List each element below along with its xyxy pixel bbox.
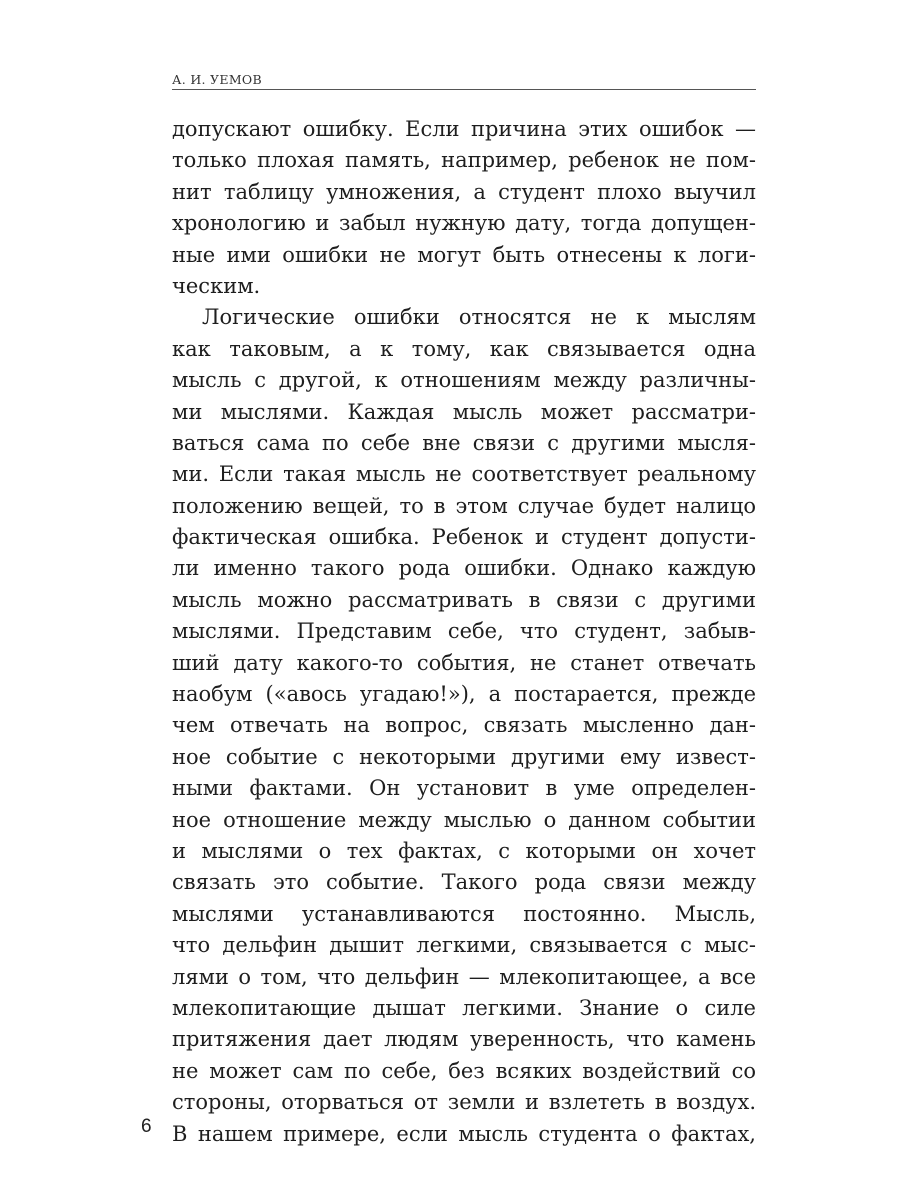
text-line: лями о том, что дельфин — млекопитающее, а все — [172, 964, 756, 989]
text-line: ли именно такого рода ошибки. Однако каждую — [172, 556, 756, 581]
header-author: А. И. УЕМОВ — [172, 72, 262, 87]
text-line: мысль можно рассматривать в связи с другими — [172, 587, 756, 612]
text-line: В нашем примере, если мысль студента о фактах, — [172, 1121, 756, 1146]
page-number: 6 — [141, 1116, 152, 1137]
text-line: стороны, оторваться от земли и взлететь в воздух. — [172, 1090, 756, 1115]
running-header — [172, 72, 756, 92]
text-line: притяжения дает людям уверенность, что камень — [172, 1027, 756, 1052]
text-line: наобум («авось угадаю!»), а постарается, прежде — [172, 682, 756, 707]
text-line: ное событие с некоторыми другими ему извест- — [172, 744, 756, 769]
header-rule — [172, 89, 756, 90]
text-line: допускают ошибку. Если причина этих ошибок — — [172, 117, 756, 141]
text-line: мыслями устанавливаются постоянно. Мысль, — [172, 901, 756, 926]
paragraph — [172, 302, 756, 1150]
body-text — [172, 114, 756, 1150]
text-line: млекопитающие дышат легкими. Знание о силе — [172, 995, 756, 1020]
text-line: хронологию и забыл нужную дату, тогда допущен- — [172, 211, 756, 236]
text-line: ший дату какого-то события, не станет отвечать — [172, 650, 756, 675]
text-line: фактическая ошибка. Ребенок и студент допусти- — [172, 525, 756, 550]
text-line: нит таблицу умножения, а студент плохо выучил — [172, 179, 756, 204]
text-line: ми мыслями. Каждая мысль может рассматри- — [172, 399, 756, 424]
text-line: ми. Если такая мысль не соответствует реальному — [172, 462, 756, 487]
text-line: ческим. — [172, 273, 261, 298]
text-line: только плохая память, например, ребенок не пом- — [172, 148, 756, 173]
text-line: Логические ошибки относятся не к мыслям — [202, 305, 756, 330]
text-line: ное отношение между мыслью о данном событии — [172, 807, 756, 832]
text-line: чем отвечать на вопрос, связать мысленно дан- — [172, 713, 756, 738]
text-line: и мыслями о тех фактах, с которыми он хочет — [172, 838, 756, 863]
text-line: ными фактами. Он установит в уме определен- — [172, 776, 756, 801]
text-line: что дельфин дышит легкими, связывается с мыс- — [172, 933, 756, 958]
text-line: ные ими ошибки не могут быть отнесены к логи- — [172, 242, 756, 267]
paragraph — [172, 114, 756, 302]
text-line: не может сам по себе, без всяких воздействий со — [172, 1058, 756, 1083]
text-line: связать это событие. Такого рода связи между — [172, 870, 756, 895]
text-line: положению вещей, то в этом случае будет налицо — [172, 493, 756, 518]
text-line: мыслями. Представим себе, что студент, забыв- — [172, 619, 756, 644]
text-line: ваться сама по себе вне связи с другими мысля- — [172, 430, 756, 455]
text-line: как таковым, а к тому, как связывается одна — [172, 336, 756, 361]
text-line: мысль с другой, к отношениям между различны- — [172, 368, 756, 393]
